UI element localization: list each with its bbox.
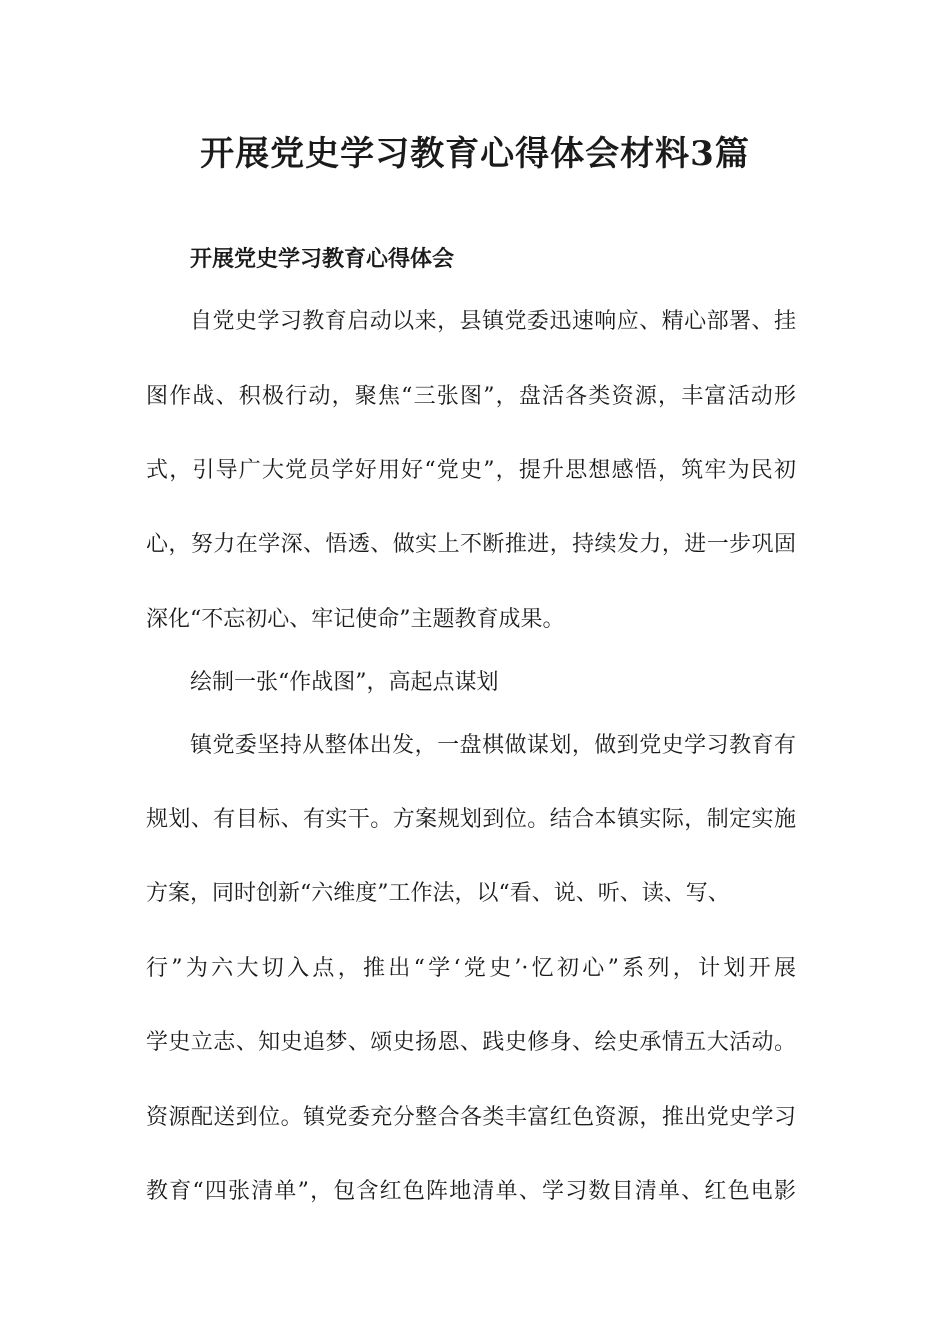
paragraph-line: 方案，同时创新“六维度”工作法，以“看、说、听、读、写、 [146, 881, 730, 906]
paragraph-line: 图作战、积极行动，聚焦“三张图”，盘活各类资源，丰富活动形 [146, 384, 796, 409]
paragraph-line: 教育“四张清单”，包含红色阵地清单、学习数目清单、红色电影 [146, 1179, 796, 1204]
paragraph-line: 资源配送到位。镇党委充分整合各类丰富红色资源，推出党史学习 [146, 1105, 796, 1130]
subheading: 绘制一张“作战图”，高起点谋划 [190, 670, 499, 695]
paragraph-line: 规划、有目标、有实干。方案规划到位。结合本镇实际，制定实施 [146, 807, 796, 832]
section-heading: 开展党史学习教育心得体会 [190, 246, 455, 272]
paragraph-line: 式，引导广大党员学好用好“党史”，提升思想感悟，筑牢为民初 [146, 458, 796, 483]
paragraph-line: 心，努力在学深、悟透、做实上不断推进，持续发力，进一步巩固 [146, 532, 796, 557]
paragraph-line: 自党史学习教育启动以来，县镇党委迅速响应、精心部署、挂 [190, 309, 796, 334]
paragraph-line: 学史立志、知史追梦、颂史扬恩、践史修身、绘史承情五大活动。 [146, 1030, 796, 1055]
paragraph-line: 行”为六大切入点，推出“学‘党史’·忆初心”系列，计划开展 [146, 956, 796, 981]
paragraph-line: 镇党委坚持从整体出发，一盘棋做谋划，做到党史学习教育有 [190, 733, 796, 758]
paragraph-line: 深化“不忘初心、牢记使命”主题教育成果。 [146, 607, 565, 632]
document-title: 开展党史学习教育心得体会材料3篇 [200, 134, 750, 174]
